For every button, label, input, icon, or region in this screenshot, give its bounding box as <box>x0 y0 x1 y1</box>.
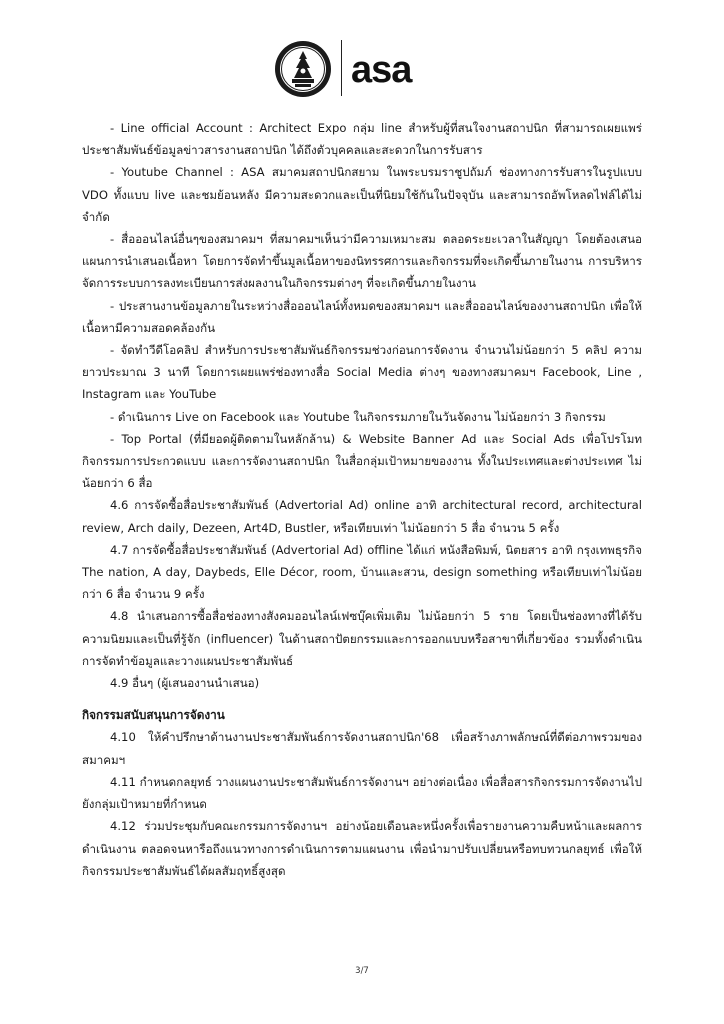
paragraph-4-6: 4.6 การจัดซื้อสื่อประชาสัมพันธ์ (Advertorial Ad) online อาทิ architectural record, architectural review, Arch daily, Dezeen, Art4D, Bustler, หรือเทียบเท่า ไม่น้อยกว่า 5 สื่อ จำนวน 5 ครั้ง <box>82 498 642 535</box>
paragraph-coordination: - ประสานงานข้อมูลภายในระหว่างสื่อออนไลน์ทั้งหมดของสมาคมฯ และสื่อออนไลน์ของงานสถาปนิก เพื่อให้เนื้อหามีความสอดคล้องกัน <box>82 298 642 335</box>
paragraph-other-online-media: - สื่อออนไลน์อื่นๆของสมาคมฯ ที่สมาคมฯเห็นว่ามีความเหมาะสม ตลอดระยะเวลาในสัญญา โดยต้องเสนอแผนการนำเสนอเนื้อหา โดยการจัดทำขึ้นมูลเนื้อหาของนิทรรศการและกิจกรรมที่จะเกิดขึ้นภายในงาน การบริหารจัดการระบบการลงทะเบียนการส่งผลงานในกิจกรรมต่างๆ ที่จะเกิดขึ้นภายในงาน <box>82 232 642 291</box>
paragraph-top-portal: - Top Portal (ที่มียอดผู้ติดตามในหลักล้าน) & Website Banner Ad และ Social Ads เพื่อโปรโมทกิจกรรมการประกวดแบบ และการจัดงานสถาปนิก ในสื่อกลุ่มเป้าหมายของงาน ทั้งในประเทศและต่างประเทศ ไม่น้อยกว่า 6 สื่อ <box>82 431 642 491</box>
header-divider <box>341 40 342 96</box>
document-body <box>82 117 642 882</box>
paragraph-4-9: 4.9 อื่นๆ (ผู้เสนองานนำเสนอ) <box>110 676 260 691</box>
paragraph-video-clips: - จัดทำวีดีโอคลิป สำหรับการประชาสัมพันธ์กิจกรรมช่วงก่อนการจัดงาน จำนวนไม่น้อยกว่า 5 คลิป ความยาวประมาณ 3 นาที โดยการเผยแพร่ช่องทางสื่อ Social Media ต่างๆ ของทางสมาคมฯ Facebook, Line , Instagram และ YouTube <box>82 343 642 402</box>
paragraph-youtube-channel: - Youtube Channel : ASA สมาคมสถาปนิกสยาม ในพระบรมราชูปถัมภ์ ช่องทางการรับสารในรูปแบบ VDO ทั้งแบบ live และชมย้อนหลัง มีความสะดวกและเป็นที่นิยมใช้กันในปัจจุบัน และสามารถอัพโหลดไฟล์ได้ไม่จำกัด <box>82 165 642 224</box>
page-header <box>0 38 724 100</box>
paragraph-4-8: 4.8 นำเสนอการซื้อสื่อช่องทางสังคมออนไลน์เฟซบุ๊คเพิ่มเติม ไม่น้อยกว่า 5 ราย โดยเป็นช่องทางที่ได้รับความนิยมและเป็นที่รู้จัก (influencer) ในด้านสถาปัตยกรรมและการออกแบบหรือสาขาที่เกี่ยวข้อง รวมทั้งดำเนินการจัดทำข้อมูลและวางแผนประชาสัมพันธ์ <box>82 609 642 668</box>
paragraph-live-facebook: - ดำเนินการ Live on Facebook และ Youtube ในกิจกรรมภายในวันจัดงาน ไม่น้อยกว่า 3 กิจกรรม <box>110 409 606 424</box>
section-heading-support-activities: กิจกรรมสนับสนุนการจัดงาน <box>82 708 225 723</box>
paragraph-line-official: - Line official Account : Architect Expo กลุ่ม line สำหรับผู้ที่สนใจงานสถาปนิก ที่สามารถเผยแพร่ประชาสัมพันธ์ข้อมูลข่าวสารงานสถาปนิก ได้ถึงตัวบุคคลและสะดวกในการรับสาร <box>82 121 642 158</box>
svg-text:asa: asa <box>351 52 412 88</box>
paragraph-4-10: 4.10 ให้คำปรึกษาด้านงานประชาสัมพันธ์การจัดงานสถาปนิก'68 เพื่อสร้างภาพลักษณ์ที่ดีต่อภาพรวมของสมาคมฯ <box>82 730 642 767</box>
asa-wordmark-logo <box>351 52 435 88</box>
paragraph-4-12: 4.12 ร่วมประชุมกับคณะกรรมการจัดงานฯ อย่างน้อยเดือนละหนึ่งครั้งเพื่อรายงานความคืบหน้าและผลการดำเนินงาน ตลอดจนหารือถึงแนวทางการดำเนินการตามแผนงาน เพื่อนำมาปรับเปลี่ยนหรือทบทวนกลยุทธ์ เพื่อให้กิจกรรมประชาสัมพันธ์ได้ผลสัมฤทธิ์สูงสุด <box>82 819 642 878</box>
asa-seal-logo <box>274 40 332 98</box>
paragraph-4-11: 4.11 กำหนดกลยุทธ์ วางแผนงานประชาสัมพันธ์การจัดงานฯ อย่างต่อเนื่อง เพื่อสื่อสารกิจกรรมการจัดงานไปยังกลุ่มเป้าหมายที่กำหนด <box>82 774 642 812</box>
paragraph-4-7: 4.7 การจัดซื้อสื่อประชาสัมพันธ์ (Advertorial Ad) offline ได้แก่ หนังสือพิมพ์, นิตยสาร อาทิ กรุงเทพธุรกิจ The nation, A day, Daybeds, Elle Décor, room, บ้านและสวน, design something หรือเทียบเท่าไม่น้อยกว่า 6 สื่อ จำนวน 9 ครั้ง <box>82 542 642 602</box>
page-number: 3/7 <box>355 966 369 976</box>
